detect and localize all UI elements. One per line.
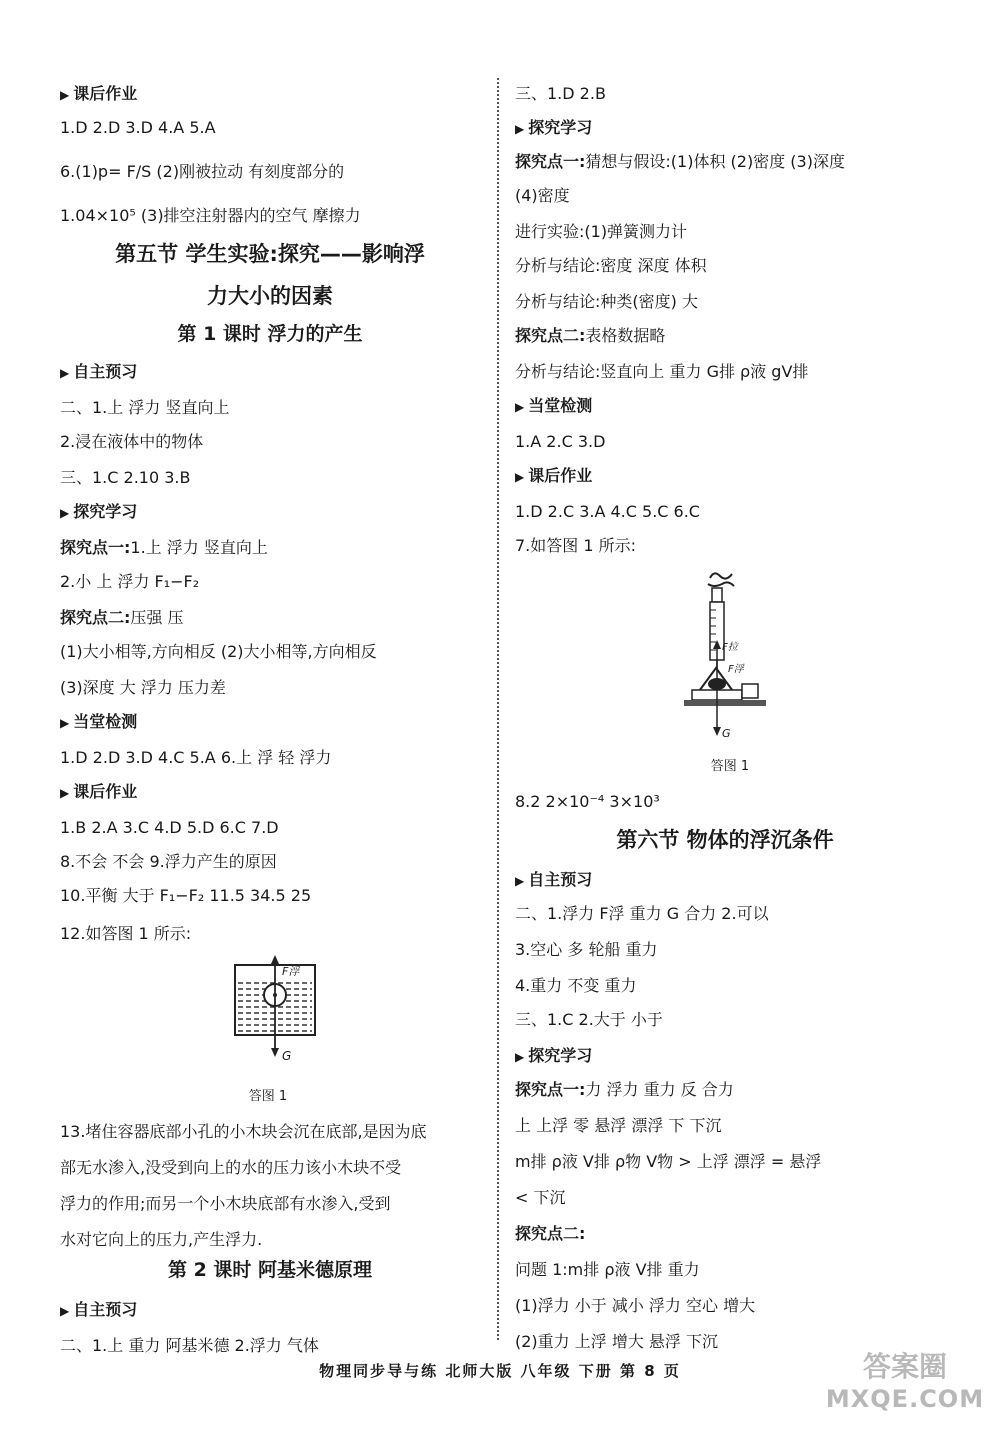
answer-line: (4)密度	[515, 186, 570, 205]
answer-line: 1.D 2.D 3.D 4.C 5.A 6.上 浮 轻 浮力	[60, 748, 332, 767]
lesson-title: 第 2 课时 阿基米德原理	[167, 1259, 373, 1281]
answer-line: 问题 1:m排 ρ液 V排 重力	[515, 1260, 700, 1279]
answer-line	[515, 1080, 734, 1100]
answer-line	[515, 152, 845, 172]
answer-line: 水对它向上的压力,产生浮力.	[60, 1230, 263, 1249]
answer-line: 三、1.D 2.B	[515, 84, 606, 103]
inquiry-label: 探究点二:	[515, 1224, 586, 1243]
answer-line: 2.小 上 浮力 F₁−F₂	[60, 572, 200, 591]
answer-line	[515, 326, 665, 346]
section-heading: ▶ 探究学习	[60, 502, 137, 523]
answer-line: < 下沉	[515, 1188, 566, 1207]
answer-line: 10.平衡 大于 F₁−F₂ 11.5 34.5 25	[60, 886, 312, 905]
answer-line	[60, 538, 268, 558]
chapter-title: 第六节 物体的浮沉条件	[616, 828, 834, 852]
answer-line	[515, 1224, 585, 1244]
section-heading: ▶ 探究学习	[515, 1046, 592, 1067]
answer-line	[60, 608, 184, 628]
section-heading: ▶ 当堂检测	[60, 712, 137, 733]
answer-line: 1.04×10⁵ (3)排空注射器内的空气 摩擦力	[60, 206, 361, 225]
section-heading: ▶ 课后作业	[60, 782, 137, 803]
right-figure-g-label: G	[722, 727, 731, 740]
section-heading: ▶ 探究学习	[515, 118, 592, 139]
figure-left-ball-in-water	[232, 955, 322, 1074]
inquiry-label: 探究点二:	[515, 326, 586, 345]
section-heading: ▶ 自主预习	[60, 362, 137, 383]
section-heading: ▶ 自主预习	[515, 870, 592, 891]
column-divider	[497, 78, 499, 1340]
answer-line: m排 ρ液 V排 ρ物 V物 > 上浮 漂浮 = 悬浮	[515, 1152, 822, 1171]
answer-line: 三、1.C 2.大于 小于	[515, 1010, 663, 1029]
left-figure-caption: 答图 1	[248, 1089, 288, 1104]
section-heading: ▶ 自主预习	[60, 1300, 137, 1321]
answer-line: 二、1.浮力 F浮 重力 G 合力 2.可以	[515, 904, 769, 923]
right-figure-f1-label: F拉	[722, 642, 738, 653]
answer-line: 4.重力 不变 重力	[515, 976, 637, 995]
section-heading: ▶ 课后作业	[60, 84, 137, 105]
watermark-logo	[820, 1345, 990, 1425]
answer-line: 进行实验:(1)弹簧测力计	[515, 222, 688, 241]
answer-line: 1.A 2.C 3.D	[515, 432, 606, 451]
answer-line: 1.D 2.C 3.A 4.C 5.C 6.C	[515, 502, 700, 521]
chapter-title: 第五节 学生实验:探究——影响浮	[115, 242, 425, 266]
answer-line: 分析与结论:竖直向上 重力 G排 ρ液 gV排	[515, 362, 809, 381]
answer-text: 1.上 浮力 竖直向上	[130, 538, 268, 557]
answer-text: 压强 压	[130, 608, 184, 627]
section-heading: ▶ 当堂检测	[515, 396, 592, 417]
answer-text: 猜想与假设:(1)体积 (2)密度 (3)深度	[585, 152, 845, 171]
answer-line: 1.D 2.D 3.D 4.A 5.A	[60, 118, 216, 137]
answer-line: 上 上浮 零 悬浮 漂浮 下 下沉	[515, 1116, 722, 1135]
section-heading: ▶ 课后作业	[515, 466, 592, 487]
lesson-title: 第 1 课时 浮力的产生	[177, 323, 363, 345]
answer-line: 二、1.上 浮力 竖直向上	[60, 398, 230, 417]
answer-line: 6.(1)p= F/S (2)刚被拉动 有刻度部分的	[60, 162, 345, 181]
answer-line: 7.如答图 1 所示:	[515, 536, 637, 555]
answer-line: 8.2 2×10⁻⁴ 3×10³	[515, 792, 660, 811]
inquiry-label: 探究点一:	[515, 152, 586, 171]
answer-line: 三、1.C 2.10 3.B	[60, 468, 191, 487]
answer-line: 分析与结论:种类(密度) 大	[515, 292, 698, 311]
right-figure-f2-label: F浮	[728, 664, 744, 675]
left-figure-g-label: G	[282, 1049, 292, 1063]
inquiry-label: 探究点一:	[515, 1080, 586, 1099]
answer-line: (3)深度 大 浮力 压力差	[60, 678, 226, 697]
watermark-line2: MXQE.COM	[825, 1385, 985, 1413]
answer-line: 部无水渗入,没受到向上的水的压力该小木块不受	[60, 1158, 402, 1177]
inquiry-label: 探究点一:	[60, 538, 131, 557]
answer-text: 表格数据略	[585, 326, 666, 345]
answer-line: (2)重力 上浮 增大 悬浮 下沉	[515, 1332, 719, 1351]
right-figure-caption: 答图 1	[710, 759, 750, 774]
watermark-line1: 答案圈	[862, 1350, 947, 1383]
inquiry-label: 探究点二:	[60, 608, 131, 627]
answer-line: 8.不会 不会 9.浮力产生的原因	[60, 852, 277, 871]
answer-line: 2.浸在液体中的物体	[60, 432, 204, 451]
answer-line: 13.堵住容器底部小孔的小木块会沉在底部,是因为底	[60, 1122, 427, 1141]
page-footer: 物理同步导与练 北师大版 八年级 下册 第 8 页	[319, 1362, 681, 1380]
answer-line: 分析与结论:密度 深度 体积	[515, 256, 707, 275]
answer-line: 3.空心 多 轮船 重力	[515, 940, 658, 959]
answer-line: 1.B 2.A 3.C 4.D 5.D 6.C 7.D	[60, 818, 279, 837]
chapter-title: 力大小的因素	[207, 284, 333, 308]
answer-text: 力 浮力 重力 反 合力	[585, 1080, 734, 1099]
answer-line: 12.如答图 1 所示:	[60, 924, 192, 943]
answer-line: (1)浮力 小于 减小 浮力 空心 增大	[515, 1296, 756, 1315]
answer-line: 浮力的作用;而另一个小木块底部有水渗入,受到	[60, 1194, 391, 1213]
left-figure-f-label: F浮	[282, 965, 300, 978]
answer-line: 二、1.上 重力 阿基米德 2.浮力 气体	[60, 1336, 319, 1355]
answer-line: (1)大小相等,方向相反 (2)大小相等,方向相反	[60, 642, 377, 661]
